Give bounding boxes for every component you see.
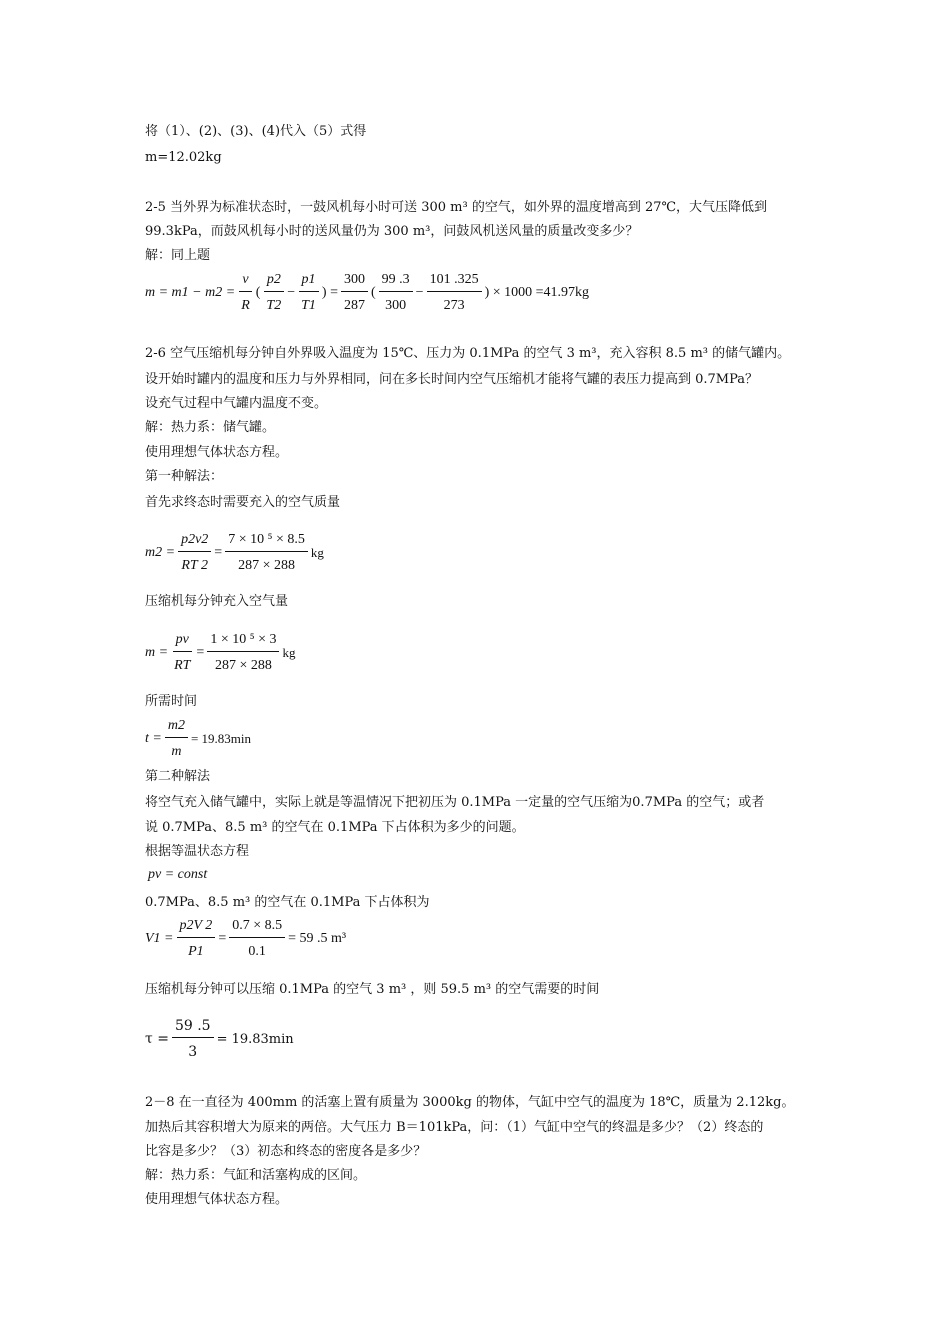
equation-lhs: V1 = [145,931,174,946]
operator: − [415,285,424,300]
numerator: 7 × 10 ⁵ × 8.5 [225,532,308,552]
fraction [263,272,284,314]
numerator: p2v2 [178,532,211,552]
fraction [225,532,308,574]
numerator: p1 [299,272,319,292]
numerator: 1 × 10 ⁵ × 3 [207,632,279,652]
equation-result: = 59 .5 m³ [288,931,347,946]
paren: ( [255,285,261,300]
problem-2-8-statement: 比容是多少？（3）初态和终态的密度各是多少？ [145,1144,427,1159]
fraction [172,1018,214,1060]
text-line: m=12.02kg [145,150,222,165]
solution-text: 解：热力系：储气罐。 [145,420,276,435]
problem-2-6-statement: 2-6 空气压缩机每分钟自外界吸入温度为 15℃、压力为 0.1MPa 的空气 3 m³，充入容积 8.5 m³ 的储气罐内。 [145,346,791,361]
fraction [178,532,211,574]
equation-time [145,718,251,760]
unit: kg [282,645,296,660]
denominator: 287 × 288 [214,658,272,673]
equation-lhs: τ = [145,1031,169,1047]
solution-text: 首先求终态时需要充入的空气质量 [145,495,341,510]
equation-result: ) × 1000 =41.97kg [484,285,590,300]
numerator: 59 .5 [172,1018,214,1038]
problem-2-6-statement: 设充气过程中气罐内温度不变。 [145,396,328,411]
numerator: v [239,272,251,292]
problem-2-5-statement: 99.3kPa，而鼓风机每小时的送风量仍为 300 m³，问鼓风机送风量的质量改变多少？ [145,224,639,239]
equation-mass-change [145,272,589,314]
equation-isothermal: pv = const [148,867,208,882]
solution-text: 压缩机每分钟可以压缩 0.1MPa 的空气 3 m³ ，则 59.5 m³ 的空气需要的时间 [145,982,600,997]
denominator: P1 [188,944,204,959]
problem-2-8-statement: 加热后其容积增大为原来的两倍。大气压力 B＝101kPa，问：（1）气缸中空气的终温是多少？（2）终态的 [145,1120,764,1135]
denominator: 287 × 288 [238,558,295,573]
equation-result: = 19.83min [216,1031,294,1047]
numerator: p2 [264,272,284,292]
solution-text: 解：同上题 [145,248,211,263]
fraction [298,272,319,314]
text-line: 将（1）、(2)、(3)、(4)代入（5）式得 [145,124,367,139]
denominator: T2 [266,298,282,313]
denominator: 3 [188,1044,198,1060]
denominator: T1 [301,298,316,313]
numerator: 99 .3 [379,272,413,292]
numerator: m2 [165,718,188,738]
problem-2-6-statement: 设开始时罐内的温度和压力与外界相同，问在多长时间内空气压缩机才能将气罐的表压力提高到 0.7MPa？ [145,372,759,387]
solution-text: 说 0.7MPa、8.5 m³ 的空气在 0.1MPa 下占体积为多少的问题。 [145,820,525,835]
denominator: 300 [385,298,407,313]
solution-text: 0.7MPa、8.5 m³ 的空气在 0.1MPa 下占体积为 [145,895,430,910]
solution-text: 解：热力系：气缸和活塞构成的区间。 [145,1168,367,1183]
fraction [238,272,253,314]
denominator: R [241,298,250,313]
numerator: pv [173,632,192,652]
solution-text: 将空气充入储气罐中，实际上就是等温情况下把初压为 0.1MPa 一定量的空气压缩为0.7MPa 的空气；或者 [145,795,765,810]
solution-text: 根据等温状态方程 [145,844,250,859]
fraction [427,272,482,314]
equation-m2 [145,532,324,574]
equation-lhs: m2 = [145,545,176,560]
operator: = [214,545,223,560]
fraction [341,272,368,314]
problem-2-5-statement: 2-5 当外界为标准状态时，一鼓风机每小时可送 300 m³ 的空气，如外界的温度增高到 27℃，大气压降低到 [145,200,768,215]
equation-lhs: t = [145,731,162,746]
equation-lhs: m = m1 − m2 = [145,285,236,300]
solution-text: 第二种解法 [145,769,211,784]
equation-lhs: m = [145,645,169,660]
solution-text: 压缩机每分钟充入空气量 [145,594,289,609]
numerator: 0.7 × 8.5 [229,918,285,938]
solution-text: 所需时间 [145,694,198,709]
operator: = [218,931,227,946]
operator: = [196,645,205,660]
fraction [229,918,285,960]
fraction [171,632,193,674]
solution-text: 第一种解法： [145,469,224,484]
denominator: RT 2 [181,558,208,573]
solution-text: 使用理想气体状态方程。 [145,1192,289,1207]
numerator: 300 [341,272,368,292]
unit: kg [310,545,324,560]
numerator: p2V 2 [177,918,216,938]
denominator: RT [174,658,191,673]
denominator: m [171,744,182,759]
equation-m [145,632,295,674]
document-page [145,0,815,1344]
denominator: 287 [343,298,365,313]
fraction [165,718,188,760]
denominator: 273 [443,298,465,313]
numerator: 101 .325 [427,272,482,292]
fraction [379,272,413,314]
fraction [177,918,216,960]
fraction [207,632,279,674]
equation-tau [145,1018,294,1060]
equation-result: = 19.83min [190,731,252,746]
paren: ) = [321,285,338,300]
equation-v1 [145,918,346,960]
operator: − [287,285,296,300]
problem-2-8-statement: 2－8 在一直径为 400mm 的活塞上置有质量为 3000kg 的物体，气缸中空气的温度为 18℃，质量为 2.12kg。 [145,1095,795,1110]
denominator: 0.1 [248,944,266,959]
paren: ( [370,285,376,300]
solution-text: 使用理想气体状态方程。 [145,445,289,460]
